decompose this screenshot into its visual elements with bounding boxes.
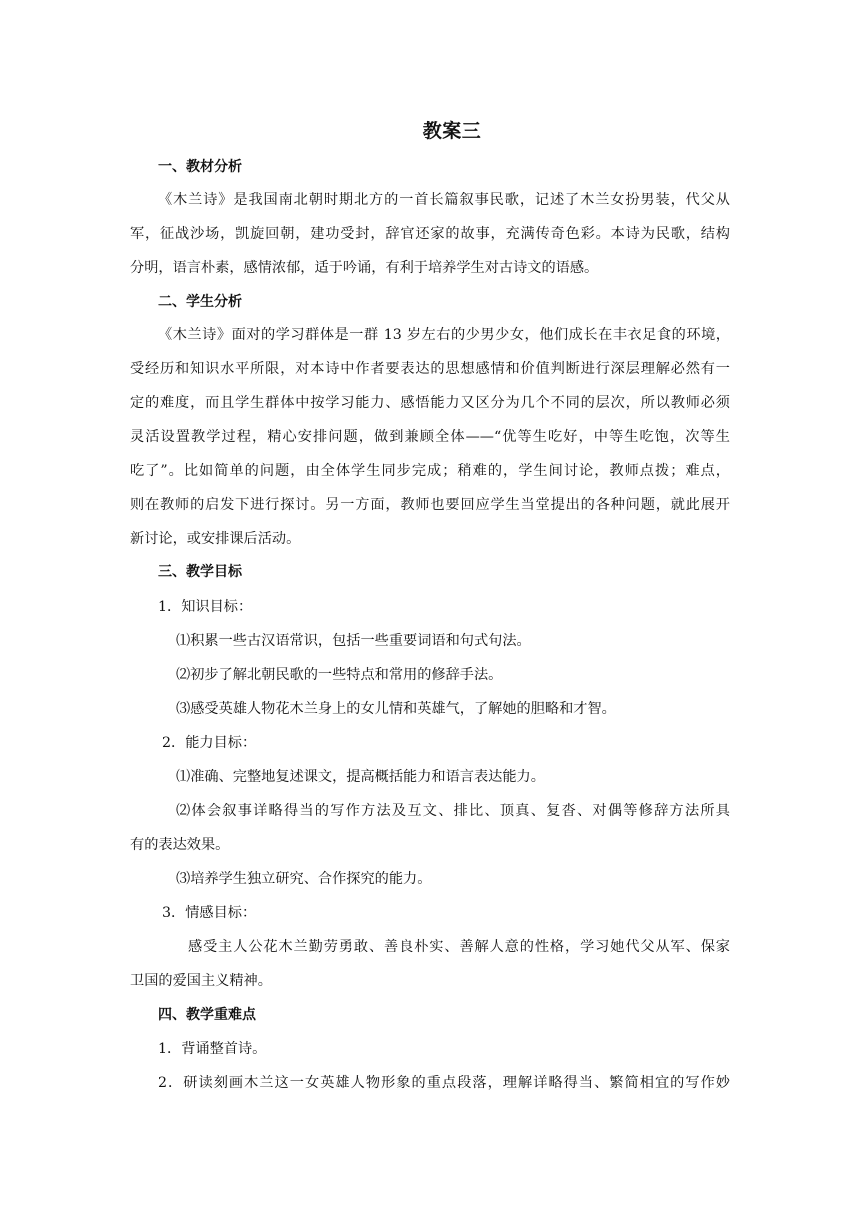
objective-group-label-knowledge: 1．知识目标： xyxy=(158,599,253,615)
paragraph-line: 《木兰诗》是我国南北朝时期北方的一首长篇叙事民歌，记述了木兰女扮男装，代父从 xyxy=(158,192,730,208)
section-heading-textbook-analysis: 一、教材分析 xyxy=(158,159,242,175)
objective-item: ⑵体会叙事详略得当的写作方法及互文、排比、顶真、复沓、对偶等修辞方法所具 xyxy=(176,803,730,819)
objective-item: ⑵初步了解北朝民歌的一些特点和常用的修辞手法。 xyxy=(176,667,503,683)
objective-item-continuation: 有的表达效果。 xyxy=(130,837,230,853)
objective-group-label-ability: 2．能力目标： xyxy=(162,735,257,751)
section-heading-key-difficulties: 四、教学重难点 xyxy=(158,1007,256,1023)
objective-item: ⑶感受英雄人物花木兰身上的女儿情和英雄气，了解她的胆略和才智。 xyxy=(176,701,616,717)
paragraph-line: 军，征战沙场，凯旋回朝，建功受封，辞官还家的故事，充满传奇色彩。本诗为民歌，结构 xyxy=(130,226,730,242)
paragraph-line: 吃了”。比如简单的问题，由全体学生同步完成；稍难的，学生间讨论，教师点拨；难点， xyxy=(130,463,730,479)
paragraph-line: 新讨论，或安排课后活动。 xyxy=(130,531,301,547)
document-title: 教案三 xyxy=(422,120,482,142)
objective-item: ⑴准确、完整地复述课文，提高概括能力和语言表达能力。 xyxy=(176,769,545,785)
objective-item: ⑴积累一些古汉语常识，包括一些重要词语和句式句法。 xyxy=(176,633,531,649)
list-item: 1．背诵整首诗。 xyxy=(158,1041,267,1057)
objective-item-continuation: 卫国的爱国主义精神。 xyxy=(130,973,272,989)
paragraph-line: 灵活设置教学过程，精心安排问题，做到兼顾全体——“优等生吃好，中等生吃饱，次等生 xyxy=(130,429,730,445)
section-heading-teaching-objectives: 三、教学目标 xyxy=(158,564,242,580)
objective-group-label-emotion: 3．情感目标： xyxy=(162,905,257,921)
objective-item: ⑶培养学生独立研究、合作探究的能力。 xyxy=(176,871,432,887)
paragraph-line: 分明，语言朴素，感情浓郁，适于吟诵，有利于培养学生对古诗文的语感。 xyxy=(130,260,599,276)
paragraph-line: 则在教师的启发下进行探讨。另一方面，教师也要回应学生当堂提出的各种问题，就此展开 xyxy=(130,497,730,513)
list-item: 2．研读刻画木兰这一女英雄人物形象的重点段落，理解详略得当、繁简相宜的写作妙 xyxy=(158,1075,730,1091)
objective-item: 感受主人公花木兰勤劳勇敢、善良朴实、善解人意的性格，学习她代父从军、保家 xyxy=(188,939,730,955)
paragraph-line: 定的难度，而且学生群体中按学习能力、感悟能力又区分为几个不同的层次，所以教师必须 xyxy=(130,395,730,411)
section-heading-student-analysis: 二、学生分析 xyxy=(158,294,242,310)
paragraph-line: 《木兰诗》面对的学习群体是一群 13 岁左右的少男少女，他们成长在丰衣足食的环境， xyxy=(158,327,730,343)
paragraph-line: 受经历和知识水平所限，对本诗中作者要表达的思想感情和价值判断进行深层理解必然有一 xyxy=(130,361,730,377)
